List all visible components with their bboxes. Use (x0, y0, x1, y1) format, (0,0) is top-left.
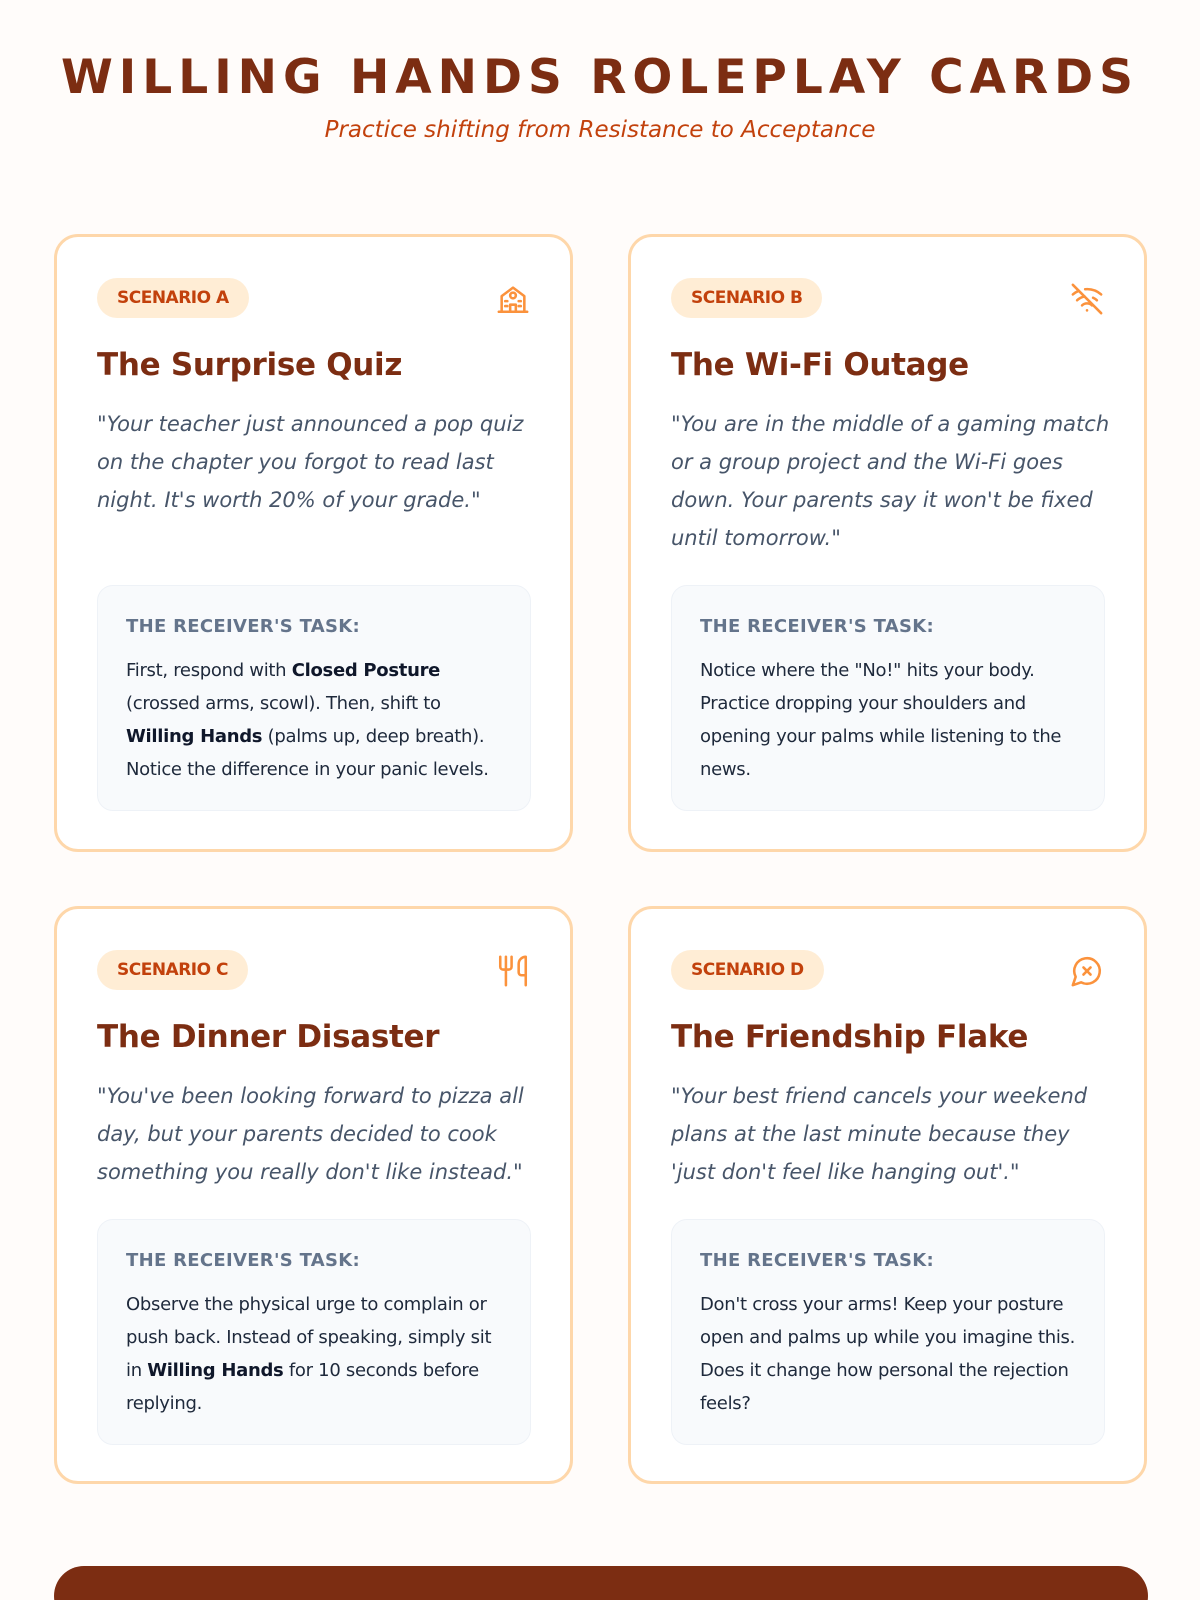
page-subtitle: Practice shifting from Resistance to Acceptance (324, 117, 876, 143)
scenario-badge: SCENARIO C (97, 950, 248, 990)
message-x-icon (1070, 954, 1104, 988)
utensils-icon (496, 954, 530, 988)
scenario-badge: SCENARIO A (97, 278, 249, 318)
scenario-badge: SCENARIO B (671, 278, 822, 318)
receiver-task-box (97, 585, 531, 811)
scenario-text: "Your teacher just announced a pop quiz on the chapter you forgot to read last night. It's worth 20% of your grade." (97, 412, 524, 512)
receiver-task-box (671, 1219, 1105, 1445)
card-title: The Dinner Disaster (97, 1019, 440, 1055)
task-heading: THE RECEIVER'S TASK: (126, 1250, 361, 1271)
scenario-card-b (628, 234, 1147, 852)
task-heading: THE RECEIVER'S TASK: (126, 616, 361, 637)
scenario-card-d (628, 906, 1147, 1484)
receiver-task-box (97, 1219, 531, 1445)
card-title: The Wi-Fi Outage (671, 347, 969, 383)
scenario-text: "You are in the middle of a gaming match or a group project and the Wi-Fi goes down. Your parents say it won't be fixed until tomorrow." (671, 412, 1110, 550)
footer-banner (54, 1566, 1148, 1600)
card-title: The Surprise Quiz (97, 347, 403, 383)
scenario-text: "Your best friend cancels your weekend plans at the last minute because they 'just don't feel like hanging out'." (671, 1084, 1088, 1184)
scenario-card-c (54, 906, 573, 1484)
scenario-card-a (54, 234, 573, 852)
task-text: Observe the physical urge to complain or push back. Instead of speaking, simply sit in Willing Hands for 10 seconds before replying. (126, 1294, 492, 1414)
school-building-icon (496, 282, 530, 316)
task-heading: THE RECEIVER'S TASK: (700, 616, 935, 637)
task-text: Notice where the "No!" hits your body. Practice dropping your shoulders and opening your palms while listening to the news. (700, 660, 1062, 780)
task-text: First, respond with Closed Posture (crossed arms, scowl). Then, shift to Willing Hands (palms up, deep breath). Notice the difference in your panic levels. (126, 660, 489, 780)
task-heading: THE RECEIVER'S TASK: (700, 1250, 935, 1271)
task-text: Don't cross your arms! Keep your posture open and palms up while you imagine this. Does it change how personal the rejection feels? (700, 1294, 1076, 1414)
receiver-task-box (671, 585, 1105, 811)
wifi-off-icon (1070, 282, 1104, 316)
scenario-text: "You've been looking forward to pizza all day, but your parents decided to cook something you really don't like instead." (97, 1084, 524, 1184)
page-title: WILLING HANDS ROLEPLAY CARDS (60, 50, 1140, 105)
card-title: The Friendship Flake (671, 1019, 1029, 1055)
scenario-badge: SCENARIO D (671, 950, 824, 990)
